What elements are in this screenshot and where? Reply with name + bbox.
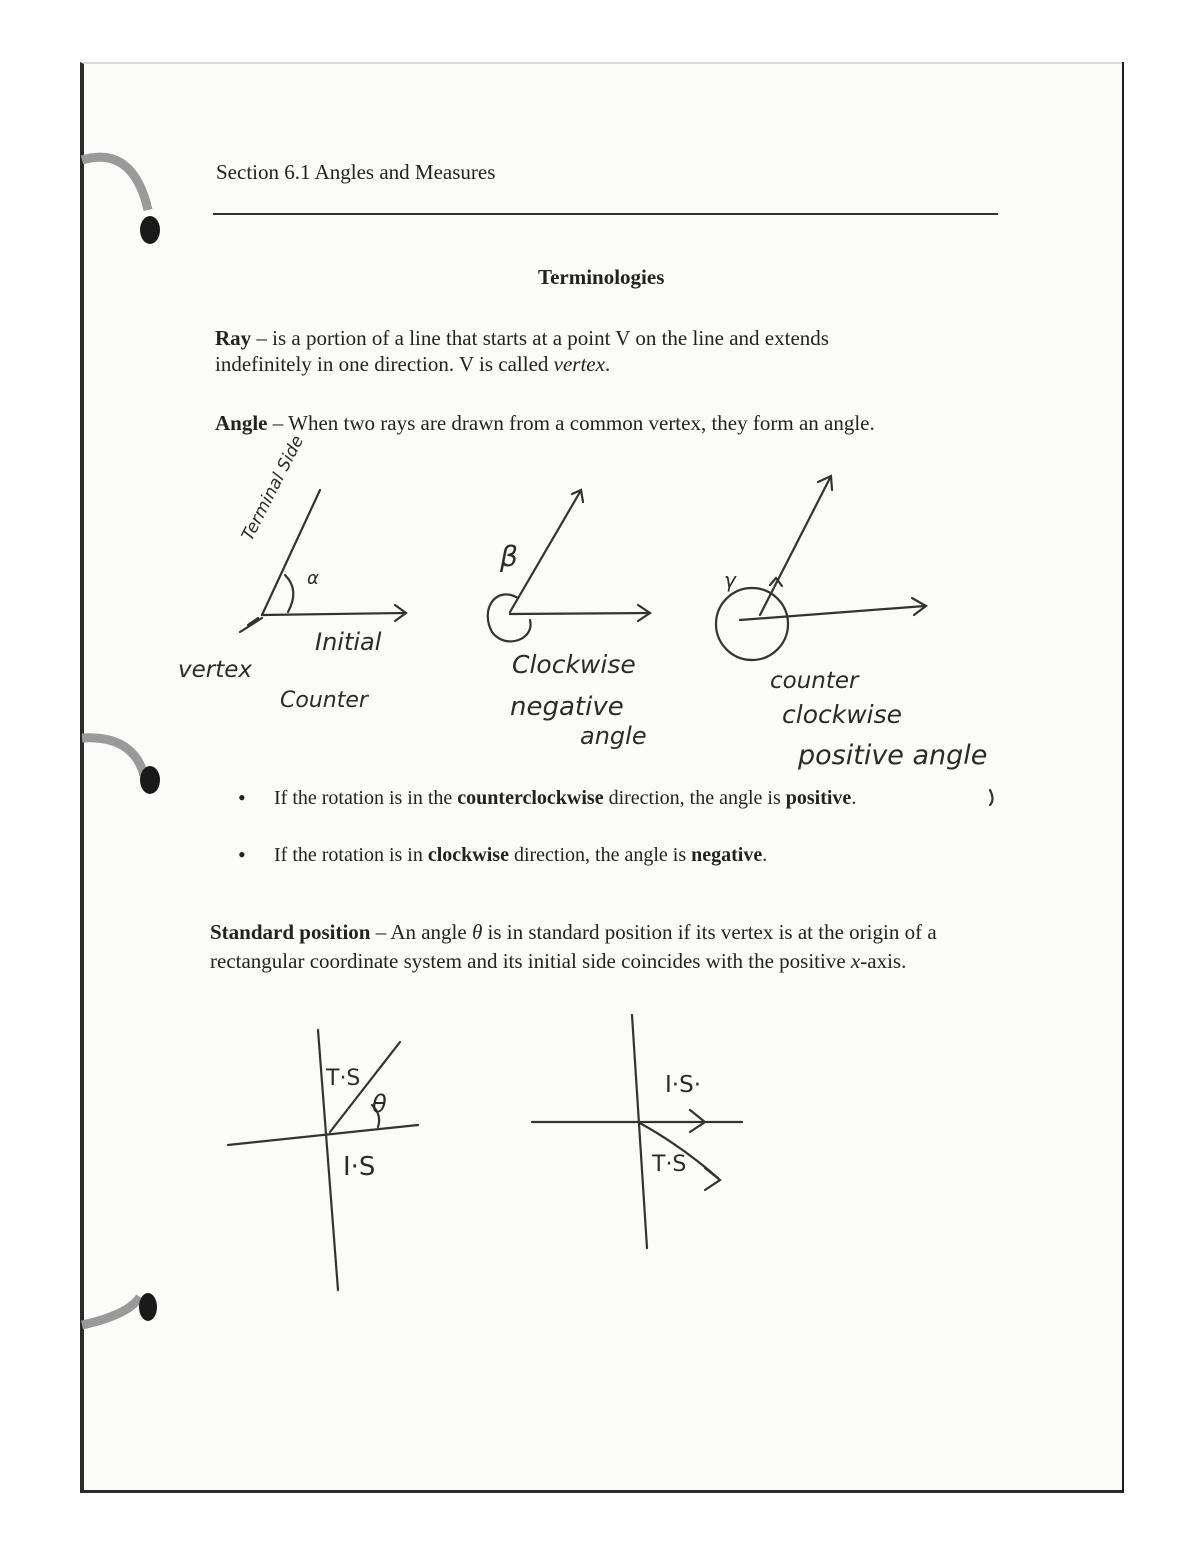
- bullet1-text-end: .: [851, 787, 857, 809]
- terminologies-heading: Terminologies: [538, 265, 665, 289]
- terminal-side-label-1: T·S: [326, 1066, 361, 1091]
- counter-note: Counter: [280, 688, 368, 713]
- bullet2-text: If the rotation is in: [274, 844, 428, 866]
- binder-ring-top: [78, 150, 168, 260]
- rotation-rules: [230, 787, 856, 901]
- standard-text-post: -axis.: [860, 949, 907, 973]
- vertex-word: vertex: [553, 352, 605, 376]
- ray-definition: [215, 325, 915, 377]
- ray-term: Ray: [215, 326, 252, 350]
- positive-angle-note: positive angle: [798, 740, 988, 771]
- terminal-side-note: Terminal Side: [238, 432, 309, 545]
- ray-text: – is a portion of a line that starts at a point V on the line and extends indefinitely in one direction. V is called: [215, 326, 829, 376]
- binder-ring-bottom: [78, 1285, 168, 1355]
- initial-side-label-2: I·S·: [665, 1072, 702, 1098]
- theta-label: θ: [372, 1090, 387, 1118]
- ray-text-end: .: [604, 352, 611, 376]
- theta-symbol: θ: [471, 920, 483, 944]
- angle-term: Angle: [215, 411, 268, 435]
- bullet1-bold-sign: positive: [785, 787, 852, 809]
- counter-note-2: counter: [770, 668, 859, 694]
- angle-note: angle: [580, 722, 647, 750]
- beta-label: β: [500, 540, 518, 573]
- list-item-counterclockwise: [230, 787, 856, 844]
- list-item-clockwise: [230, 844, 856, 901]
- clockwise-note: Clockwise: [512, 650, 636, 679]
- gamma-label: γ: [724, 568, 736, 592]
- section-title: Section 6.1 Angles and Measures: [216, 160, 496, 184]
- bullet1-bold-direction: counterclockwise: [457, 787, 604, 809]
- standard-position-definition: [210, 918, 995, 976]
- bullet2-text-end: .: [762, 844, 768, 866]
- initial-note: Initial: [315, 628, 382, 656]
- binder-ring-middle: [78, 730, 168, 810]
- initial-side-label-1: I·S: [343, 1152, 376, 1182]
- standard-text-mid: is in standard position if its vertex is at the origin of a rectangular coordinate system and its initial side coincides with the positive: [210, 920, 937, 973]
- alpha-label: α: [307, 568, 319, 589]
- negative-note: negative: [510, 692, 624, 722]
- standard-text-pre: – An angle: [370, 920, 472, 944]
- bullet1-text: If the rotation is in the: [274, 787, 458, 809]
- angle-text: – When two rays are drawn from a common vertex, they form an angle.: [267, 411, 875, 435]
- header-rule: [213, 213, 998, 215]
- vertex-note: vertex: [178, 657, 252, 683]
- terminal-side-label-2: T·S: [652, 1152, 687, 1177]
- angle-definition: [215, 410, 975, 436]
- standard-position-term: Standard position: [210, 920, 371, 944]
- clockwise-note-2: clockwise: [782, 700, 903, 729]
- bullet2-bold-sign: negative: [691, 844, 763, 866]
- bullet2-bold-direction: clockwise: [427, 844, 509, 866]
- x-symbol: x: [850, 949, 861, 973]
- bullet2-text-mid: direction, the angle is: [508, 844, 692, 866]
- bullet1-text-mid: direction, the angle is: [603, 787, 786, 809]
